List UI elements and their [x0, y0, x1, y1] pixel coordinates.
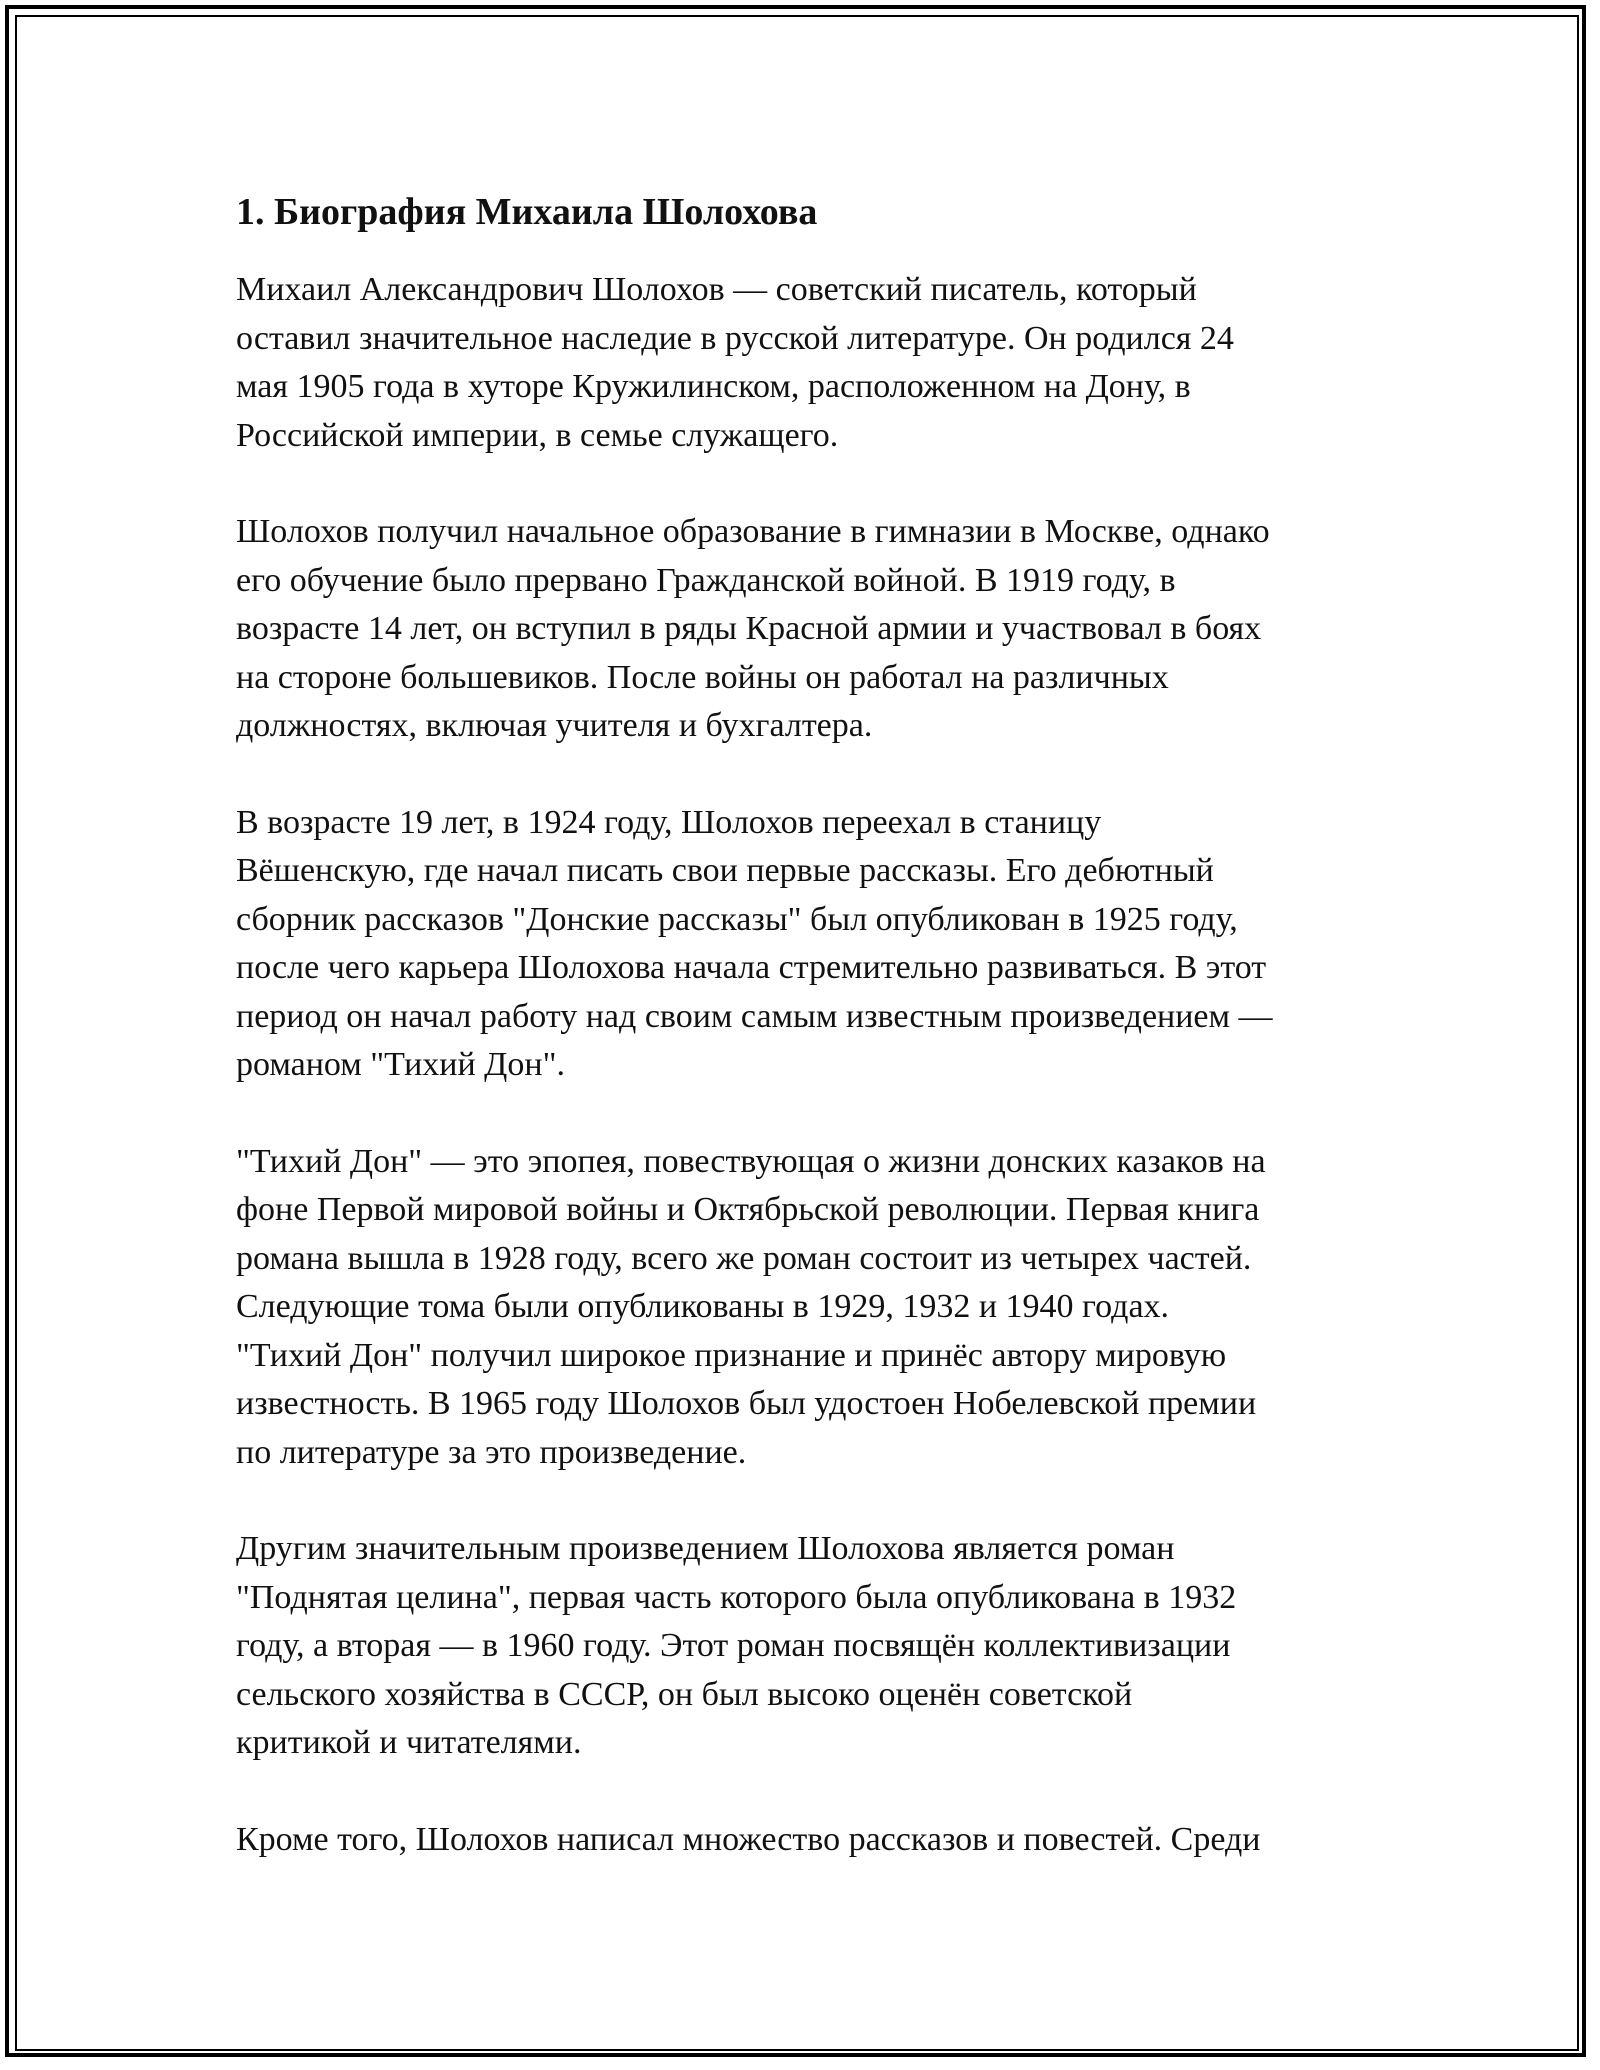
text-line: его обучение было прервано Гражданской войной. В 1919 году, в	[236, 561, 1176, 599]
paragraph-2	[236, 508, 1366, 751]
text-line: "Тихий Дон" получил широкое признание и принёс автору мировую	[236, 1336, 1227, 1374]
text-line: Кроме того, Шолохов написал множество рассказов и повестей. Среди	[236, 1820, 1261, 1858]
text-line: "Тихий Дон" — это эпопея, повествующая о жизни донских казаков на	[236, 1142, 1266, 1180]
text-line: должностях, включая учителя и бухгалтера.	[236, 707, 873, 744]
section-heading: 1. Биография Михаила Шолохова	[236, 191, 818, 233]
text-line: романа вышла в 1928 году, всего же роман состоит из четырех частей.	[236, 1239, 1252, 1277]
text-line: Вёшенскую, где начал писать свои первые рассказы. Его дебютный	[236, 852, 1214, 889]
text-line: "Поднятая целина", первая часть которого была опубликована в 1932	[236, 1578, 1237, 1616]
paragraph-6	[236, 1816, 1366, 1865]
document-body	[236, 186, 1366, 1912]
paragraph-5	[236, 1525, 1366, 1768]
text-line: оставил значительное наследие в русской литературе. Он родился 24	[236, 319, 1234, 357]
paragraph-3	[236, 799, 1366, 1090]
text-line: период он начал работу над своим самым известным произведением —	[236, 997, 1273, 1035]
text-line: сборник рассказов "Донские рассказы" был опубликован в 1925 году,	[236, 900, 1238, 938]
text-line: Российской империи, в семье служащего.	[236, 416, 839, 454]
text-line: романом "Тихий Дон".	[236, 1046, 565, 1083]
text-line: Шолохов получил начальное образование в гимназии в Москве, однако	[236, 513, 1270, 550]
text-line: Михаил Александрович Шолохов — советский писатель, который	[236, 271, 1197, 308]
text-line: сельского хозяйства в СССР, он был высоко оценён советской	[236, 1675, 1133, 1713]
paragraph-4	[236, 1138, 1366, 1478]
text-line: известность. В 1965 году Шолохов был удостоен Нобелевской премии	[236, 1385, 1257, 1422]
text-line: В возрасте 19 лет, в 1924 году, Шолохов переехал в станицу	[236, 803, 1102, 841]
text-line: на стороне большевиков. После войны он работал на различных	[236, 658, 1169, 696]
text-line: фоне Первой мировой войны и Октябрьской революции. Первая книга	[236, 1191, 1260, 1228]
text-line: Другим значительным произведением Шолохова является роман	[236, 1530, 1175, 1567]
text-line: критикой и читателями.	[236, 1724, 582, 1761]
text-line: Следующие тома были опубликованы в 1929, 1932 и 1940 годах.	[236, 1288, 1170, 1325]
text-line: после чего карьера Шолохова начала стремительно развиваться. В этот	[236, 949, 1267, 986]
text-line: году, а вторая — в 1960 году. Этот роман посвящён коллективизации	[236, 1627, 1231, 1664]
text-line: по литературе за это произведение.	[236, 1433, 747, 1471]
text-line: мая 1905 года в хуторе Кружилинском, расположенном на Дону, в	[236, 368, 1191, 405]
text-line: возрасте 14 лет, он вступил в ряды Красной армии и участвовал в боях	[236, 610, 1262, 647]
paragraph-1	[236, 266, 1366, 460]
